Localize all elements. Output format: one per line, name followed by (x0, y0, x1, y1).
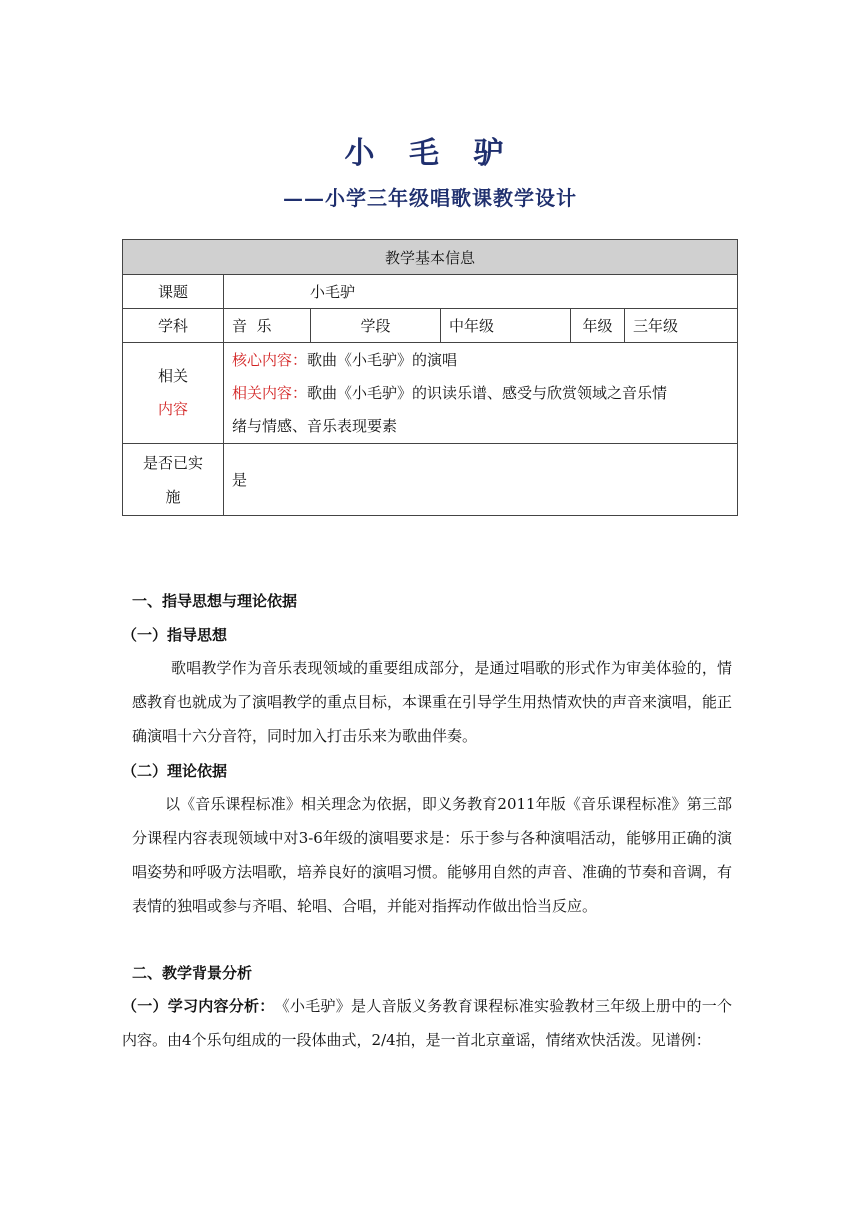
related-content-label: 相关内容： (232, 383, 308, 402)
stage-value: 中年级 (441, 309, 571, 343)
related-label-line2: 内容 (157, 400, 188, 418)
implemented-label-line2: 施 (165, 487, 181, 506)
section-1-heading: 一、指导思想与理论依据 (132, 592, 298, 610)
grade-value: 三年级 (625, 309, 738, 343)
paragraph-theory-basis: 以《音乐课程标准》相关理念为依据，即义务教育2011年版《音乐课程标准》第三部分课程内容表现领域中对3-6年级的演唱要求是：乐于参与各种演唱活动，能够用正确的演唱姿势和呼吸方法唱歌，培养良好的演唱习惯。能够用自然的声音、准确的节奏和音调，有表情的独唱或参与齐唱、轮唱、合唱，并能对指挥动作做出恰当反应。 (132, 795, 733, 915)
section-1-2-heading: （二）理论依据 (122, 762, 228, 780)
section-2-1-heading: （一）学习内容分析： (122, 997, 267, 1015)
implemented-value: 是 (224, 444, 738, 516)
related-content-value-1: 歌曲《小毛驴》的识读乐谱、感受与欣赏领域之音乐情 (307, 383, 668, 402)
topic-value: 小毛驴 (224, 275, 738, 309)
teaching-info-table (122, 239, 738, 516)
implemented-label (123, 444, 224, 516)
document-subtitle: ——小学三年级唱歌课教学设计 (283, 186, 577, 210)
paragraph-guiding-idea: 歌唱教学作为音乐表现领域的重要组成部分，是通过唱歌的形式作为审美体验的，情感教育也就成为了演唱教学的重点目标，本课重在引导学生用热情欢快的声音来演唱，能正确演唱十六分音符，同时加入打击乐来为歌曲伴奏。 (132, 659, 733, 745)
topic-label: 课题 (123, 275, 224, 309)
document-title: 小 毛 驴 (344, 136, 516, 171)
stage-label: 学段 (311, 309, 441, 343)
related-label-line1: 相关 (157, 367, 188, 385)
implemented-label-line1: 是否已实 (142, 453, 203, 472)
section-2-heading: 二、教学背景分析 (132, 964, 253, 982)
table-header: 教学基本信息 (123, 240, 738, 275)
subject-label: 学科 (123, 309, 224, 343)
related-content (224, 343, 738, 444)
core-content-label: 核心内容： (232, 350, 308, 369)
section-1-1-heading: （一）指导思想 (122, 626, 228, 644)
related-content-value-2: 绪与情感、音乐表现要素 (232, 416, 398, 435)
core-content-value: 歌曲《小毛驴》的演唱 (307, 350, 458, 369)
content-analysis-text: 《小毛驴》是人音版义务教育课程标准实验教材三年级上册中的一个内容。由4个乐句组成的一段体曲式，2/4拍，是一首北京童谣，情绪欢快活泼。见谱例： (122, 997, 732, 1049)
grade-label: 年级 (571, 309, 625, 343)
paragraph-content-analysis (122, 989, 732, 1057)
related-label (123, 343, 224, 444)
subject-value: 音 乐 (224, 309, 311, 343)
